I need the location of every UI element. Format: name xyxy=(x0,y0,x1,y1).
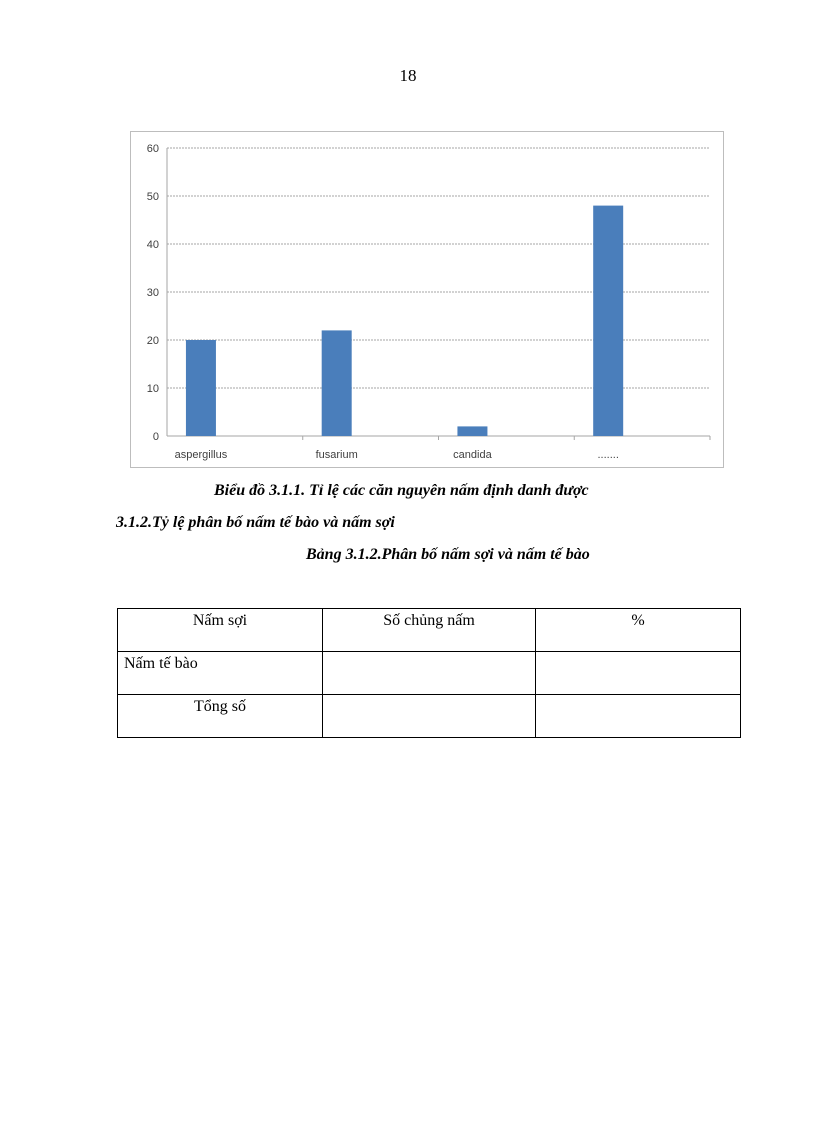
y-tick-label: 0 xyxy=(152,431,159,443)
chart-svg xyxy=(131,132,725,469)
y-tick-label: 40 xyxy=(146,239,159,251)
table-cell: Số chủng nấm xyxy=(323,609,536,652)
table-row xyxy=(118,695,741,738)
table-cell: Nấm sợi xyxy=(118,609,323,652)
table-cell: Tổng số xyxy=(118,695,323,738)
table-row xyxy=(118,652,741,695)
x-tick-label: aspergillus xyxy=(174,449,228,461)
chart-caption: Biểu đồ 3.1.1. Tỉ lệ các căn nguyên nấm định danh được xyxy=(214,482,589,499)
bar-3 xyxy=(593,206,623,436)
table-cell xyxy=(536,695,741,738)
table-cell: % xyxy=(536,609,741,652)
page-number: 18 xyxy=(399,66,417,85)
section-heading: 3.1.2.Tỷ lệ phân bố nấm tế bào và nấm sợi xyxy=(116,514,395,531)
y-tick-label: 20 xyxy=(146,335,159,347)
table-cell: Nấm tế bào xyxy=(118,652,323,695)
table-row xyxy=(118,609,741,652)
bar-2 xyxy=(457,426,487,436)
table-cell xyxy=(323,695,536,738)
distribution-table xyxy=(117,608,741,738)
y-tick-label: 10 xyxy=(146,383,159,395)
table-caption: Bảng 3.1.2.Phân bố nấm sợi và nấm tế bào xyxy=(306,546,590,563)
bar-1 xyxy=(322,330,352,436)
x-tick-label: fusarium xyxy=(315,449,358,461)
bar-0 xyxy=(186,340,216,436)
x-tick-label: candida xyxy=(453,449,492,461)
y-tick-label: 30 xyxy=(146,287,159,299)
y-tick-label: 60 xyxy=(146,143,159,155)
bar-chart xyxy=(130,131,724,468)
table-cell xyxy=(536,652,741,695)
x-tick-label: ....... xyxy=(597,449,619,461)
table-cell xyxy=(323,652,536,695)
y-tick-label: 50 xyxy=(146,191,159,203)
